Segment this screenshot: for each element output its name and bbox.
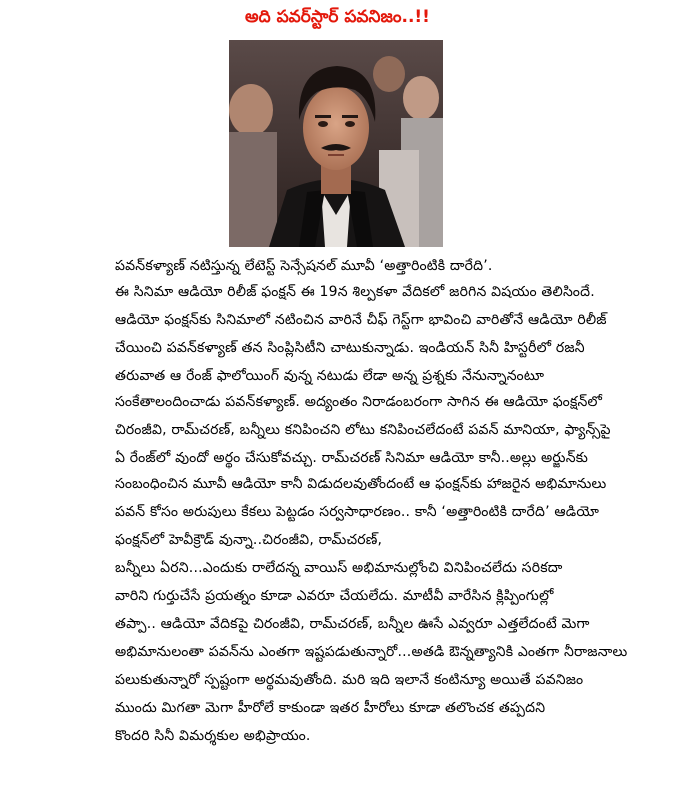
article-line: ఈ సినిమా ఆడియో రిలీజ్ ఫంక్షన్ ఈ 19న శిల్పకళా వేదికలో జరిగిన విషయం తెలిసిందే. [115, 284, 595, 300]
article-line: ఏ రేంజ్‌లో వుందో అర్థం చేసుకోవచ్చు. రామ్‌చరణ్ సినిమా ఆడియో కానీ..అల్లు అర్జున్‌కు [115, 450, 589, 466]
article-line: సంబంధించిన మూవీ ఆడియో కానీ విడుదలవుతోందంటే ఆ ఫంక్షన్‌కు హాజరైన అభిమానులు [115, 476, 607, 492]
article-line: ముందు మిగతా మెగా హీరోలే కాకుండా ఇతర హీరోలు కూడా తలొంచక తప్పదని [115, 700, 546, 716]
article-line: పలుకుతున్నారో స్పష్టంగా అర్థమవుతోంది. మరి ఇది ఇలానే కంటిన్యూ అయితే పవనిజం [115, 672, 584, 688]
article-line: పవన్‌కళ్యాణ్ నటిస్తున్న లేటెస్ట్ సెన్సేషనల్ మూవీ ‘అత్తారింటికి దారేది’. [115, 258, 493, 274]
article-line: సంకేతాలందించాడు పవన్‌కళ్యాణ్. అద్యంతం నిరాడంబరంగా సాగిన ఈ ఆడియో ఫంక్షన్‌లో [115, 394, 603, 410]
article-line: తప్పా.. ఆడియో వేదికపై చిరంజీవి, రామ్‌చరణ్, బన్నీల ఊసే ఎవ్వరూ ఎత్తలేదంటే మెగా [115, 616, 590, 632]
article-line: ఆడియో ఫంక్షన్‌కు సినిమాలో నటించిన వారినే చీఫ్ గెస్ట్‌గా భావించి వారితోనే ఆడియో రిలీజ్ [115, 312, 607, 328]
article-line: చేయించి పవన్‌కళ్యాణ్ తన సింప్లిసిటీని చాటుకున్నాడు. ఇండియన్ సినీ హిస్టరీలో రజనీ [115, 340, 585, 356]
article-line: పవన్ కోసం అరుపులు కేకలు పెట్టడం సర్వసాధారణం.. కానీ ‘అత్తారింటికి దారేది’ ఆడియో [115, 504, 600, 520]
article-line: అభిమానులంతా పవన్‌ను ఎంతగా ఇష్టపడుతున్నారో...అతడి ఔన్నత్యానికి ఎంతగా నీరాజనాలు [115, 644, 628, 660]
portrait-photo [229, 40, 443, 247]
headline: అది పవర్‌స్టార్ పవనిజం..!! [245, 7, 430, 27]
article-line: చిరంజీవి, రామ్‌చరణ్, బన్నీలు కనిపించని లోటు కనిపించలేదంటే పవన్ మానియా, ఫ్యాన్స్‌పై [115, 422, 611, 438]
article-line: తరువాత ఆ రేంజ్ ఫాలోయింగ్ వున్న నటుడు లేడా అన్న ప్రశ్నకు నేనున్నానంటూ [115, 368, 545, 384]
portrait-photo-icon [229, 40, 443, 247]
article-line: ఫంక్షన్‌లో హెవీక్రౌడ్ వున్నా..చిరంజీవి, రామ్‌చరణ్, [115, 532, 383, 548]
article-line: వారిని గుర్తుచేసే ప్రయత్నం కూడా ఎవరూ చేయలేదు. మాటీవీ వారేసిన క్లిప్పింగుల్లో [115, 588, 554, 604]
article-line: బన్నీలు ఏరని...ఎందుకు రాలేదన్న వాయిస్ అభిమానుల్లోంచి వినిపించలేదు సరికదా [115, 560, 563, 576]
article-line: కొందరి సినీ విమర్శకుల అభిప్రాయం. [115, 728, 311, 744]
